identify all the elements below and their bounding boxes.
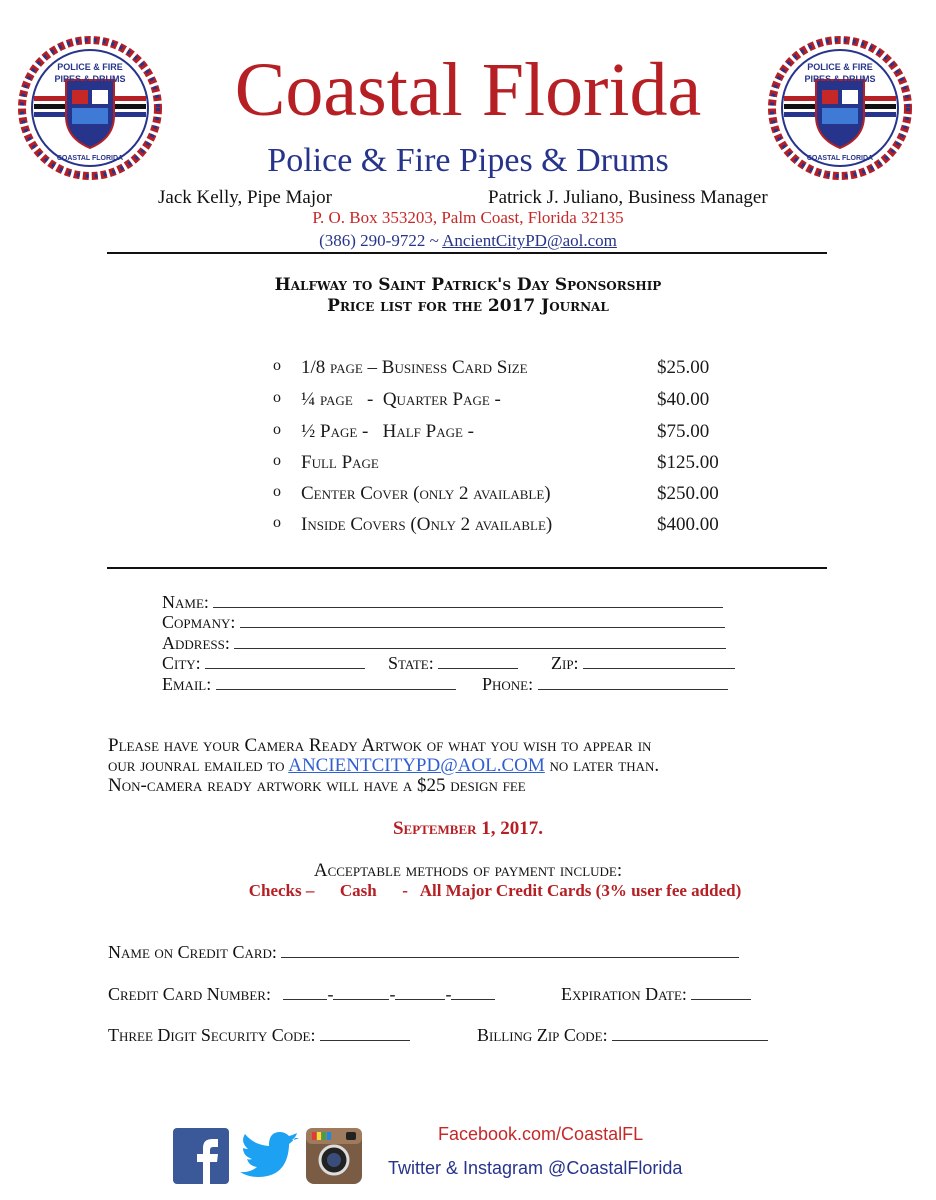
card-number-label: Credit Card Number: [108,984,271,1004]
zip-field[interactable] [551,653,735,674]
badge-mid-text: PIPES & DRUMS [54,74,126,84]
price-item [273,514,743,542]
zip-label: Zip: [551,653,579,673]
phone-field[interactable] [482,674,728,695]
price-item [273,452,743,480]
badge-bottom-text: COASTAL FLORIDA [56,155,124,162]
badge-bottom-text: COASTAL FLORIDA [806,155,874,162]
address-field[interactable] [162,633,726,654]
billing-zip-label: Billing Zip Code: [477,1025,608,1045]
email-link[interactable]: AncientCityPD@aol.com [442,231,617,250]
instructions-line2 [108,756,838,776]
business-manager: Patrick J. Juliano, Business Manager [488,187,768,208]
name-label: Name: [162,592,209,612]
divider [107,567,827,569]
payment-title: Acceptable methods of payment include: [313,860,623,881]
bullet-icon: o [273,389,281,406]
org-title: Coastal Florida [234,48,702,132]
price-value: $125.00 [657,452,719,473]
twitter-icon[interactable] [239,1128,301,1184]
bullet-icon: o [273,452,281,469]
badge-mid-text: PIPES & DRUMS [804,74,876,84]
bullet-icon: o [273,357,281,374]
expiration-field[interactable] [561,984,751,1005]
card-number-segment[interactable] [451,985,495,1000]
price-value: $250.00 [657,483,719,504]
company-input-line[interactable] [240,613,725,628]
price-label: 1/8 page – Business Card Size [301,357,528,378]
email-field[interactable] [162,674,456,695]
sponsorship-subtitle: Price list for the 2017 Journal [327,296,609,316]
instructions-line2-prefix: our jounral emailed to [108,755,289,776]
bullet-icon: o [273,514,281,531]
phone-input-line[interactable] [538,675,728,690]
price-value: $40.00 [657,389,710,410]
phone-number: (386) 290-9722 ~ [319,231,443,250]
email-input-line[interactable] [216,675,456,690]
city-label: City: [162,653,201,673]
security-code-label: Three Digit Security Code: [108,1025,316,1045]
price-item [273,421,743,449]
state-field[interactable] [388,653,518,674]
zip-input-line[interactable] [583,654,735,669]
address-input-line[interactable] [234,634,726,649]
deadline-date: September 1, 2017. [392,818,544,839]
price-item [273,389,743,417]
facebook-icon[interactable] [173,1128,229,1184]
email-label: Email: [162,674,212,694]
badge-top-text: POLICE & FIRE [57,62,123,72]
payment-methods: Checks – Cash - All Major Credit Cards (3% user fee added) [248,881,742,900]
card-number-segment[interactable] [395,985,445,1000]
city-input-line[interactable] [205,654,365,669]
price-label: ¼ page - Quarter Page - [301,389,501,410]
address-label: Address: [162,633,230,653]
card-name-label: Name on Credit Card: [108,942,277,962]
pipe-major: Jack Kelly, Pipe Major [158,187,332,208]
security-code-field[interactable] [108,1025,410,1046]
org-subtitle: Police & Fire Pipes & Drums [267,142,669,179]
contact-line [0,231,936,251]
phone-label: Phone: [482,674,534,694]
price-label: Full Page [301,452,379,473]
artwork-email-link[interactable]: ANCIENTCITYPD@AOL.COM [288,755,545,776]
card-number-segment[interactable] [333,985,389,1000]
instructions-line3: Non-camera ready artwork will have a $25 design fee [108,775,526,796]
billing-zip-input-line[interactable] [612,1026,768,1041]
facebook-link[interactable]: Facebook.com/CoastalFL [438,1124,644,1144]
instructions [108,736,838,796]
card-name-field[interactable] [108,942,739,963]
card-number-segment[interactable] [283,985,327,1000]
price-label: ½ Page - Half Page - [301,421,475,442]
price-item [273,357,743,385]
divider [107,252,827,254]
instructions-line1: Please have your Camera Ready Artwok of what you wish to appear in [108,735,652,756]
badge-top-text: POLICE & FIRE [807,62,873,72]
state-label: State: [388,653,434,673]
company-label: Copmany: [162,612,236,632]
state-input-line[interactable] [438,654,518,669]
mailing-address: P. O. Box 353203, Palm Coast, Florida 32135 [312,208,624,227]
card-name-input-line[interactable] [281,943,739,958]
price-label: Inside Covers (Only 2 available) [301,514,553,535]
bullet-icon: o [273,483,281,500]
price-label: Center Cover (only 2 available) [301,483,551,504]
twitter-instagram-handle[interactable]: Twitter & Instagram @CoastalFlorida [388,1158,683,1178]
expiration-input-line[interactable] [691,985,751,1000]
price-value: $75.00 [657,421,710,442]
name-field[interactable] [162,592,723,613]
instagram-icon[interactable] [306,1128,362,1184]
expiration-label: Expiration Date: [561,984,687,1004]
city-field[interactable] [162,653,365,674]
security-code-input-line[interactable] [320,1026,410,1041]
price-value: $400.00 [657,514,719,535]
sponsorship-title: Halfway to Saint Patrick's Day Sponsorship [274,275,662,295]
price-item [273,483,743,511]
name-input-line[interactable] [213,593,723,608]
instructions-line2-suffix: no later than. [544,755,660,776]
billing-zip-field[interactable] [477,1025,768,1046]
company-field[interactable] [162,612,725,633]
card-number-field[interactable]: Credit Card Number: - - - [108,984,495,1005]
price-value: $25.00 [657,357,710,378]
bullet-icon: o [273,421,281,438]
